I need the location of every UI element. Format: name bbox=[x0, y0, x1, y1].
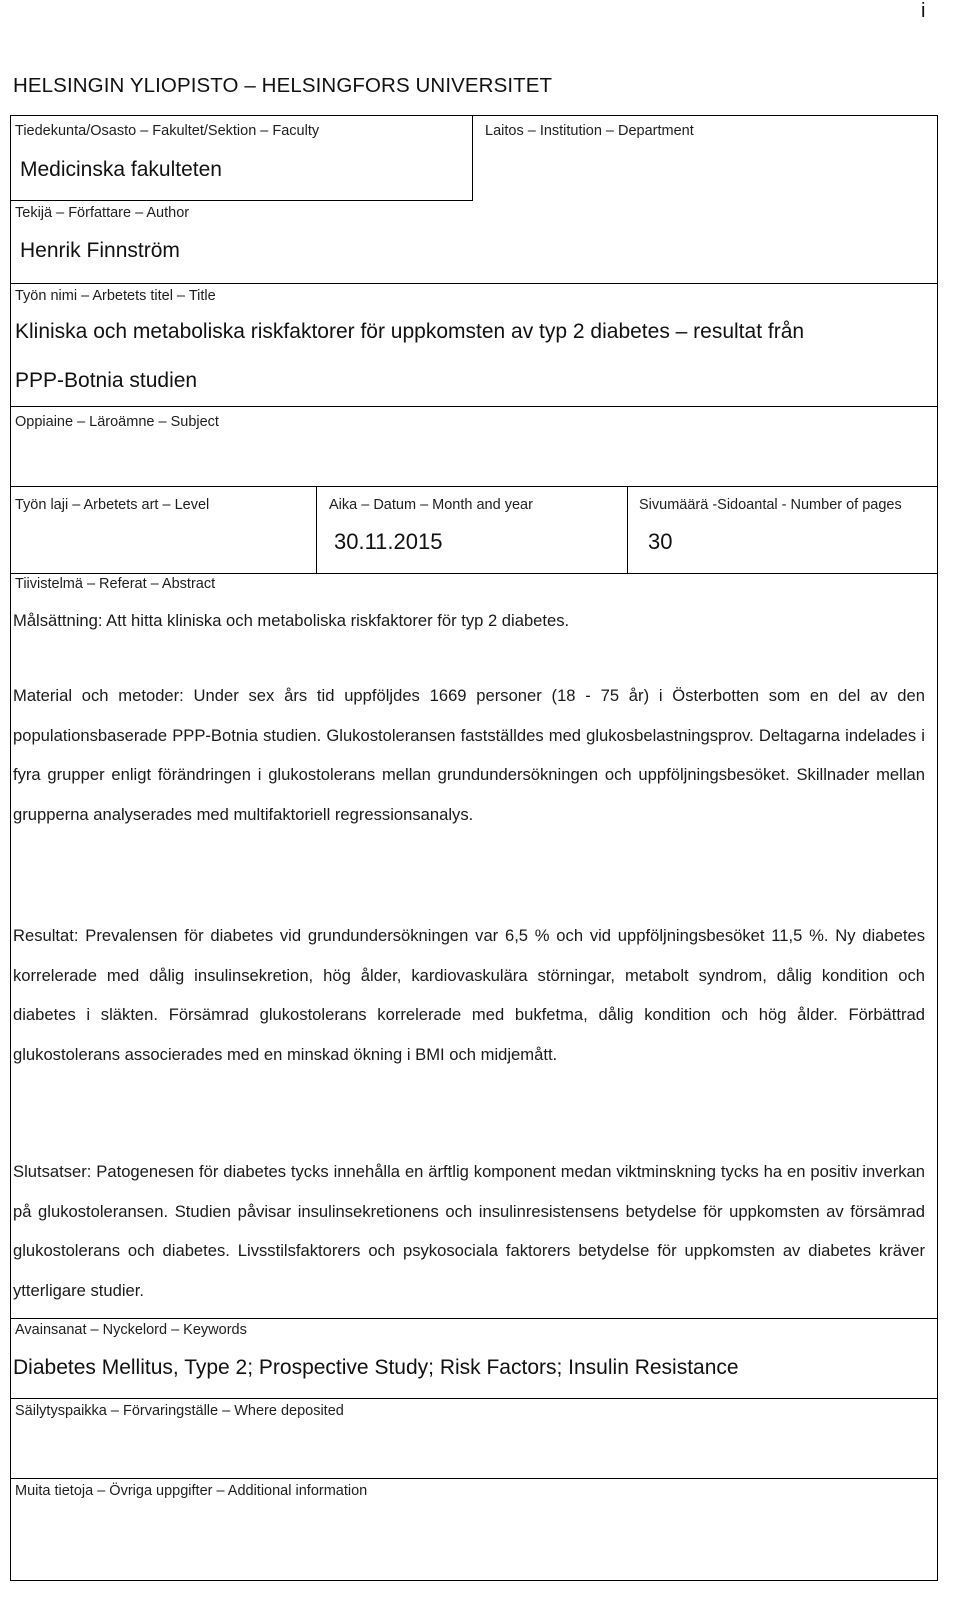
divider-faculty-department bbox=[472, 115, 473, 201]
department-label: Laitos – Institution – Department bbox=[485, 123, 694, 139]
abstract-results: Resultat: Prevalensen för diabetes vid grundundersökningen var 6,5 % och vid uppföljningsbesöket 11,5 %. Ny diabetes korrelerade med dålig insulinsekretion, hög ålder, kardiovaskulära störningar, metabolt syndrom, dålig kondition och diabetes i släkten. Försämrad glukostolerans korrelerade med bukfetma, dålig kondition och hög ålder. Förbättrad glukostolerans associerades med en minskad ökning i BMI och midjemått. bbox=[13, 926, 925, 1064]
divider-author bbox=[10, 283, 938, 284]
subject-label: Oppiaine – Läroämne – Subject bbox=[15, 414, 219, 430]
author-label: Tekijä – Författare – Author bbox=[15, 205, 190, 221]
pages-value: 30 bbox=[648, 529, 673, 554]
date-value: 30.11.2015 bbox=[334, 529, 443, 554]
divider-keywords bbox=[10, 1398, 938, 1399]
author-value: Henrik Finnström bbox=[20, 239, 180, 262]
pages-label: Sivumäärä -Sidoantal - Number of pages bbox=[639, 497, 902, 513]
abstract-conclusions-block bbox=[13, 1152, 925, 1310]
abstract-results-block bbox=[13, 916, 925, 1074]
divider-faculty bbox=[10, 200, 472, 201]
abstract-conclusions: Slutsatser: Patogenesen för diabetes tycks innehålla en ärftlig komponent medan viktminskning tycks ha en positiv inverkan på glukostoleransen. Studien påvisar insulinsekretionens och insulinresistensens betydelse för uppkomsten av försämrad glukostolerans och diabetes. Livsstilsfaktorers och psykosociala faktorers betydelse för uppkomsten av diabetes kräver ytterligare studier. bbox=[13, 1162, 925, 1300]
university-heading: HELSINGIN YLIOPISTO – HELSINGFORS UNIVERSITET bbox=[13, 74, 553, 97]
title-line-2: PPP-Botnia studien bbox=[15, 369, 198, 392]
title-label: Työn nimi – Arbetets titel – Title bbox=[15, 288, 216, 304]
faculty-value: Medicinska fakulteten bbox=[20, 158, 222, 181]
page-number: i bbox=[921, 0, 926, 22]
divider-subject bbox=[10, 486, 938, 487]
divider-info-row bbox=[10, 573, 938, 574]
abstract-aim-block bbox=[13, 601, 925, 641]
abstract-methods: Material och metoder: Under sex års tid uppföljdes 1669 personer (18 - 75 år) i Österbotten som en del av den populationsbaserade PPP-Botnia studien. Glukostoleransen fastställdes med glukosbelastningsprov. Deltagarna indelades i fyra grupper enligt förändringen i glukostolerans mellan grundundersökningen och uppföljningsbesöket. Skillnader mellan grupperna analyserades med multifaktoriell regressionsanalys. bbox=[13, 686, 925, 824]
keywords-value: Diabetes Mellitus, Type 2; Prospective Study; Risk Factors; Insulin Resistance bbox=[13, 1356, 739, 1379]
additional-info-label: Muita tietoja – Övriga uppgifter – Additional information bbox=[15, 1483, 368, 1499]
title-line-1: Kliniska och metaboliska riskfaktorer för uppkomsten av typ 2 diabetes – resultat från bbox=[15, 320, 805, 343]
divider-abstract bbox=[10, 1318, 938, 1319]
divider-deposited bbox=[10, 1478, 938, 1479]
abstract-label: Tiivistelmä – Referat – Abstract bbox=[15, 576, 216, 592]
divider-date-pages bbox=[627, 486, 628, 573]
deposited-label: Säilytyspaikka – Förvaringställe – Where deposited bbox=[15, 1403, 344, 1419]
divider-title bbox=[10, 406, 938, 407]
divider-level-date bbox=[316, 486, 317, 573]
level-label: Työn laji – Arbetets art – Level bbox=[15, 497, 210, 513]
abstract-methods-block bbox=[13, 676, 925, 834]
date-label: Aika – Datum – Month and year bbox=[329, 497, 533, 513]
faculty-label: Tiedekunta/Osasto – Fakultet/Sektion – Faculty bbox=[15, 123, 320, 139]
keywords-label: Avainsanat – Nyckelord – Keywords bbox=[15, 1322, 247, 1338]
abstract-aim: Målsättning: Att hitta kliniska och metaboliska riskfaktorer för typ 2 diabetes. bbox=[13, 611, 570, 630]
